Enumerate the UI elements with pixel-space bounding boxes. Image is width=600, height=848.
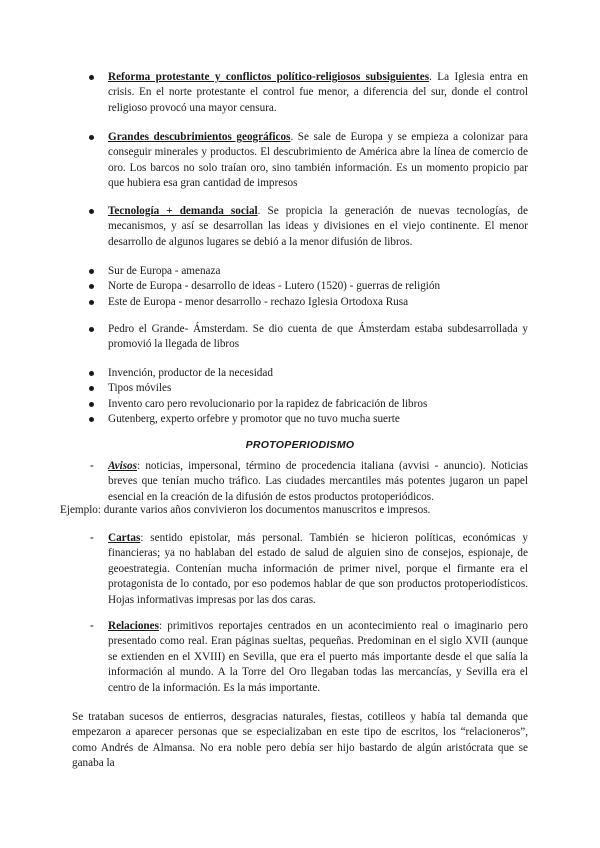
bullet-list-europa [88,264,528,310]
list-item: Este de Europa - menor desarrollo - rechazo Iglesia Ortodoxa Rusa [88,295,528,310]
list-item [88,619,528,696]
list-item: Gutenberg, experto orfebre y promotor que no tuvo mucha suerte [88,412,528,427]
bullet-list-reforma [88,70,528,116]
bullet-list-gutenberg [88,366,528,428]
topic-text: : noticias, impersonal, término de procedencia italiana (avvisi - anuncio). Noticias breves que tenían mucho tráfico. Las ciudades mercantiles más potentes jugaron un papel esencial en la creación de la difusión de estos productos protoperiódicos. [108,460,528,503]
list-item: Norte de Europa - desarrollo de ideas - Lutero (1520) - guerras de religión [88,279,528,294]
dash-list-avisos [88,459,528,505]
list-item: Tipos móviles [88,381,528,396]
topic-text: . La Iglesia entra en crisis. En el norte protestante el control fue menor, a diferencia del sur, donde el control religioso provocó una mayor censura. [108,71,528,114]
list-item [88,130,528,192]
list-item [88,459,528,505]
list-item: Invención, productor de la necesidad [88,366,528,381]
dash-list-cartas [88,531,528,608]
topic-term: Relaciones [108,620,159,632]
topic-text: : sentido epistolar, más personal. También se hicieron políticas, económicas y financieras; ya no hablaban del estado de salud de alguien sino de consejos, espionaje, de geoestrategia. Contenían mucha información de primer nivel, porque el firmante era el protagonista de lo contado, por eso podemos hablar de que son productos protoperiodísticos. Hojas informativas impresas por las dos caras. [108,532,528,606]
bullet-list-descubrimientos [88,130,528,192]
topic-term: Reforma protestante y conflictos político-religiosos subsiguientes [108,71,430,83]
section-title: PROTOPERIODISMO [245,439,355,451]
list-item [88,70,528,116]
bullet-list-pedro [88,322,528,353]
dash-list-relaciones [88,619,528,696]
topic-term: Tecnología + demanda social [108,205,258,217]
list-item: Invento caro pero revolucionario por la rapidez de fabricación de libros [88,397,528,412]
topic-term: Grandes descubrimientos geográficos [108,131,291,143]
bullet-list-tecnologia [88,204,528,250]
list-item [88,204,528,250]
list-item: Sur de Europa - amenaza [88,264,528,279]
list-item [88,531,528,608]
list-item: Pedro el Grande- Ámsterdam. Se dio cuenta de que Ámsterdam estaba subdesarrollada y promovió la llegada de libros [88,322,528,353]
closing-paragraph: Se trataban sucesos de entierros, desgracias naturales, fiestas, cotilleos y había tal demanda que empezaron a aparecer personas que se especializaban en este tipo de escritos, los “relacioneros”, como Andrés de Almansa. No era noble pero debía ser hijo bastardo de algún aristócrata que se ganaba la [72,711,528,770]
topic-text: . Se propicia la generación de nuevas tecnologías, de mecanismos, y así se desarrollan las ideas y divisiones en el viejo continente. El menor desarrollo de algunos lugares se debió a la menor difusión de libros. [108,205,528,248]
example-line: Ejemplo: durante varios años convivieron los documentos manuscritos e impresos. [60,504,431,516]
topic-term: Avisos [108,460,138,472]
topic-text: . Se sale de Europa y se empieza a colonizar para conseguir minerales y productos. El descubrimiento de América abre la línea de comercio de oro. Los barcos no solo traían oro, sino también información. Es un momento propicio par que hubiera esa gran cantidad de impresos [108,131,528,190]
topic-text: : primitivos reportajes centrados en un acontecimiento real o imaginario pero presentado como real. Eran páginas sueltas, pequeñas. Predominan en el siglo XVII (aunque se extienden en el XVIII) en Sevilla, que era el puerto más importante desde el que salía la información al mundo. A la Torre del Oro llegaban todas las mercancías, y Sevilla era el centro de la información. Es la más importante. [108,620,528,694]
topic-term: Cartas [108,532,141,544]
